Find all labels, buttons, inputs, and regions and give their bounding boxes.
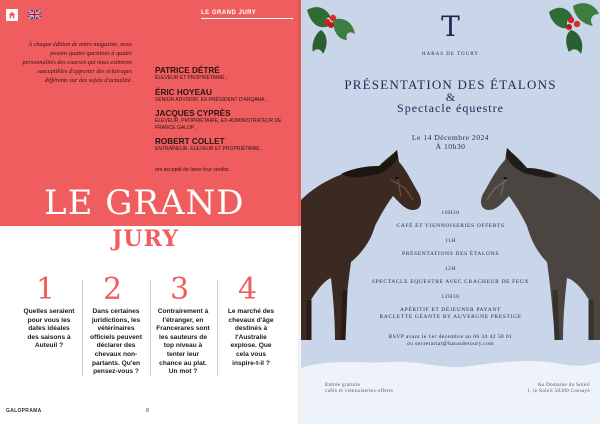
section-label: LE GRAND JURY <box>201 10 293 19</box>
jury-members-list <box>155 66 295 159</box>
page-gutter <box>298 0 302 424</box>
right-page-invitation <box>301 0 600 424</box>
jury-member <box>155 88 295 104</box>
event-program <box>301 210 600 329</box>
question-number: 1 <box>36 272 56 307</box>
column-divider <box>150 280 151 376</box>
program-item <box>301 210 600 230</box>
member-role: ÉLEVEUR, PROPRIÉTAIRE, EX-ADMINISTRATEUR DE FRANCE GALOP , <box>155 118 282 131</box>
event-title: PRÉSENTATION DES ÉTALONS <box>344 77 557 92</box>
event-date-day: Le 14 Décembre 2024 <box>411 133 490 142</box>
page-title-line1: LE GRAND <box>44 183 245 223</box>
admission-line2: cafés et viennoiseries offerts <box>325 388 394 395</box>
column-divider <box>82 280 83 376</box>
question-text: Contrairement à l'étranger, en Francerares sont les sauteurs de top niveau à tenter leur chance au plat. Un mot ? <box>156 308 210 376</box>
home-icon <box>8 11 16 19</box>
question-number: 3 <box>170 272 190 307</box>
member-name: ÉRIC HOYEAU <box>155 87 212 97</box>
member-name: PATRICE DÉTRÉ <box>155 66 220 75</box>
program-time: 12H30 <box>441 294 460 300</box>
admission-line1: Entrée gratuite <box>325 382 361 388</box>
question-number: 4 <box>238 272 258 307</box>
question-text: Quelles seraient pour vous les dates idéales des saisons à Auteuil ? <box>23 308 75 350</box>
haras-logo: T <box>441 10 460 43</box>
program-time: 11H <box>444 238 457 244</box>
question-block <box>89 274 157 377</box>
member-name: JACQUES CYPRÈS <box>155 109 231 119</box>
rsvp-email[interactable]: ou secretariat@harasdetoury.com <box>406 341 495 347</box>
venue-address <box>527 382 590 395</box>
program-desc: APÉRITIF ET DÉJEUNER PAYANT <box>400 307 501 313</box>
outro-text: ont accepté de livrer leur verdict. <box>155 167 230 173</box>
program-item <box>301 238 600 258</box>
haras-name: HARAS DE TOURY <box>422 52 479 57</box>
rsvp-info <box>301 334 600 348</box>
jury-member <box>155 137 295 153</box>
page-title-line2: JURY <box>112 226 179 252</box>
program-item <box>301 266 600 286</box>
event-date-time: À 10h30 <box>435 142 466 151</box>
page-number: 8 <box>146 408 149 414</box>
venue-line1: Au Domaine du Soleil <box>537 382 590 388</box>
program-time: 12H <box>444 266 457 272</box>
program-desc: CAFÉ ET VIENNOISERIES OFFERTS <box>396 223 505 229</box>
question-text: Le marché des chevaux d'âge destinés à l'Australie explose. Que cela vous inspire-t-il ? <box>227 308 275 367</box>
question-text: Dans certaines juridictions, les vétérinaires officiels peuvent déclarer des chevaux non-partants. Qu'en pensez-vous ? <box>89 308 143 376</box>
program-desc-extra: RACLETTE GÉANTE BY AUVERGNE PRESTIGE <box>379 314 522 320</box>
event-ampersand: & <box>445 90 456 104</box>
rsvp-phone: RSVP avant le 1er décembre au 06 34 42 58 01 <box>388 334 513 340</box>
member-role: ENTRAÎNEUR, ÉLEVEUR ET PROPRIÉTAIRE , <box>155 146 263 153</box>
question-block <box>224 274 292 368</box>
column-divider <box>217 280 218 376</box>
footer-brand: GALOPRAMA <box>6 408 42 414</box>
program-desc: PRÉSENTATIONS DES ÉTALONS <box>401 251 500 257</box>
admission-info <box>325 382 393 395</box>
member-role: ÉLEVEUR ET PROPRIÉTAIRE , <box>155 75 228 81</box>
jury-member <box>155 109 295 131</box>
program-desc: SPECTACLE EQUESTRE AVEC CRACHEUR DE FEUX <box>371 279 530 285</box>
home-button[interactable] <box>6 9 18 21</box>
uk-flag-icon[interactable] <box>28 10 41 19</box>
intro-text: À chaque édition de notre magazine, nous posons quatre questions à quatre personnalités des courses qui nous estimons susceptibles d'apporter des éclairages différents sur des sujets d'actualité. <box>22 41 132 84</box>
program-item <box>301 294 600 321</box>
jury-member <box>155 66 295 82</box>
question-number: 2 <box>103 272 123 307</box>
venue-line2: 1, le Soleil 58300 Cossaye <box>527 388 590 395</box>
question-block <box>22 274 90 351</box>
question-block <box>156 274 224 377</box>
member-name: ROBERT COLLET <box>155 137 225 147</box>
member-role: SENIOR ADVISOR, EX-PRÉSIDENT D'ARQANA , <box>155 96 267 103</box>
program-time: 10H30 <box>441 210 460 216</box>
event-subtitle: Spectacle équestre <box>397 101 504 115</box>
